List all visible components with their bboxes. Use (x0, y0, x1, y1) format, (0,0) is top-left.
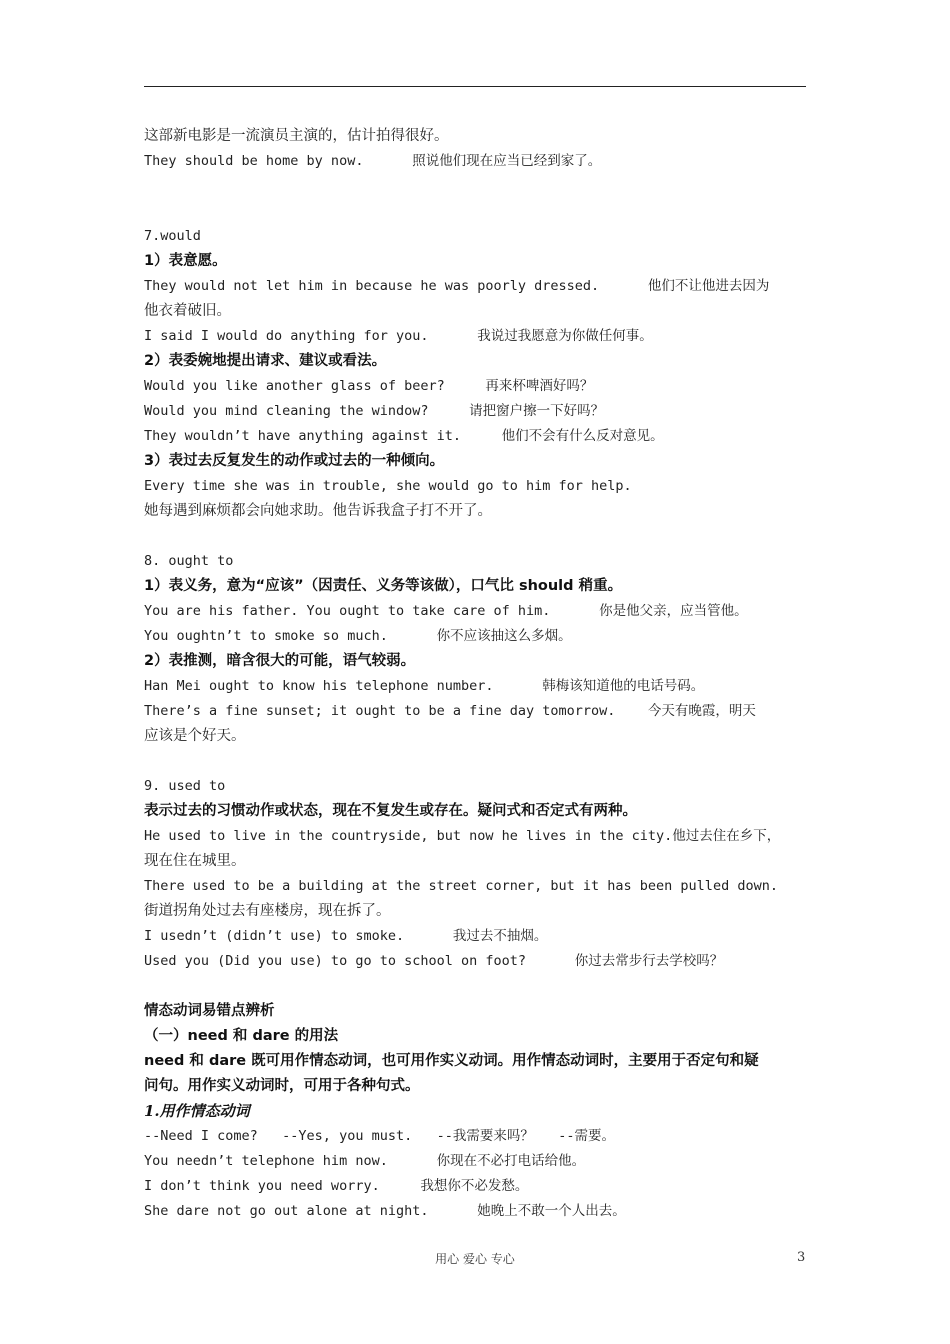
text-line: --Need I come? --Yes, you must. --我需要来吗？ --需要。 (144, 1128, 615, 1144)
text-line: Would you mind cleaning the window? 请把窗户擦一下好吗？ (144, 403, 605, 419)
paragraph-line: 问句。用作实义动词时，可用于各种句式。 (144, 1078, 420, 1094)
text-line: She dare not go out alone at night. 她晚上不敢一个人出去。 (144, 1203, 626, 1219)
paragraph-line: need 和 dare 既可用作情态动词，也可用作实义动词。用作情态动词时，主要用于否定句和疑 (144, 1053, 759, 1069)
text-line: You oughtn’t to smoke so much. 你不应该抽这么多烟。 (144, 628, 572, 644)
text-line: Would you like another glass of beer? 再来杯啤酒好吗？ (144, 378, 594, 394)
subsection-heading: 1）表义务，意为“应该”（因责任、义务等该做），口气比 should 稍重。 (144, 578, 623, 594)
text-line: 现在住在城里。 (144, 853, 246, 869)
text-line: They would not let him in because he was poorly dressed. 他们不让他进去因为 (144, 278, 770, 294)
text-line: 她每遇到麻烦都会向她求助。他告诉我盒子打不开了。 (144, 503, 492, 519)
text-line: I usedn’t (didn’t use) to smoke. 我过去不抽烟。 (144, 928, 548, 944)
section-title: 8. ought to (144, 553, 234, 569)
subsection-heading: 1.用作情态动词 (144, 1102, 250, 1120)
text-line: You needn’t telephone him now. 你现在不必打电话给他。 (144, 1153, 586, 1169)
text-line: 这部新电影是一流演员主演的，估计拍得很好。 (144, 128, 449, 144)
text-line: I said I would do anything for you. 我说过我愿意为你做任何事。 (144, 328, 653, 344)
subsection-heading: （一）need 和 dare 的用法 (144, 1028, 339, 1044)
text-line: Used you (Did you use) to go to school on foot? 你过去常步行去学校吗？ (144, 953, 724, 969)
text-line: Every time she was in trouble, she would go to him for help. (144, 478, 632, 494)
text-line: I don’t think you need worry. 我想你不必发愁。 (144, 1178, 529, 1194)
text-line: There’s a fine sunset; it ought to be a fine day tomorrow. 今天有晚霞，明天 (144, 703, 756, 719)
text-line: They should be home by now. 照说他们现在应当已经到家了。 (144, 153, 602, 169)
text-line: Han Mei ought to know his telephone number. 韩梅该知道他的电话号码。 (144, 678, 705, 694)
text-line: They wouldn’t have anything against it. 他们不会有什么反对意见。 (144, 428, 664, 444)
text-line: 他衣着破旧。 (144, 303, 231, 319)
header-rule (144, 86, 806, 87)
text-line: There used to be a building at the street corner, but it has been pulled down. (144, 878, 778, 894)
section-title: 9. used to (144, 778, 226, 794)
subsection-heading: 表示过去的习惯动作或状态，现在不复发生或存在。疑问式和否定式有两种。 (144, 803, 637, 819)
spacer (144, 974, 816, 999)
section-title: 7.would (144, 228, 201, 244)
spacer (144, 174, 816, 224)
text-line: He used to live in the countryside, but now he lives in the city.他过去住在乡下， (144, 828, 781, 844)
subsection-heading: 2）表推测，暗含很大的可能，语气较弱。 (144, 653, 416, 669)
topic-heading: 情态动词易错点辨析 (144, 1003, 275, 1019)
page-content (144, 124, 816, 1224)
subsection-heading: 3）表过去反复发生的动作或过去的一种倾向。 (144, 453, 445, 469)
text-line: You are his father. You ought to take care of him. 你是他父亲，应当管他。 (144, 603, 748, 619)
text-line: 街道拐角处过去有座楼房，现在拆了。 (144, 903, 391, 919)
spacer (144, 524, 816, 549)
subsection-heading: 1）表意愿。 (144, 253, 227, 269)
subsection-heading: 2）表委婉地提出请求、建议或看法。 (144, 353, 387, 369)
spacer (144, 749, 816, 774)
page-number: 3 (797, 1250, 806, 1265)
text-line: 应该是个好天。 (144, 728, 246, 744)
page-footer (0, 1250, 950, 1270)
footer-text: 用心 爱心 专心 (435, 1252, 515, 1266)
